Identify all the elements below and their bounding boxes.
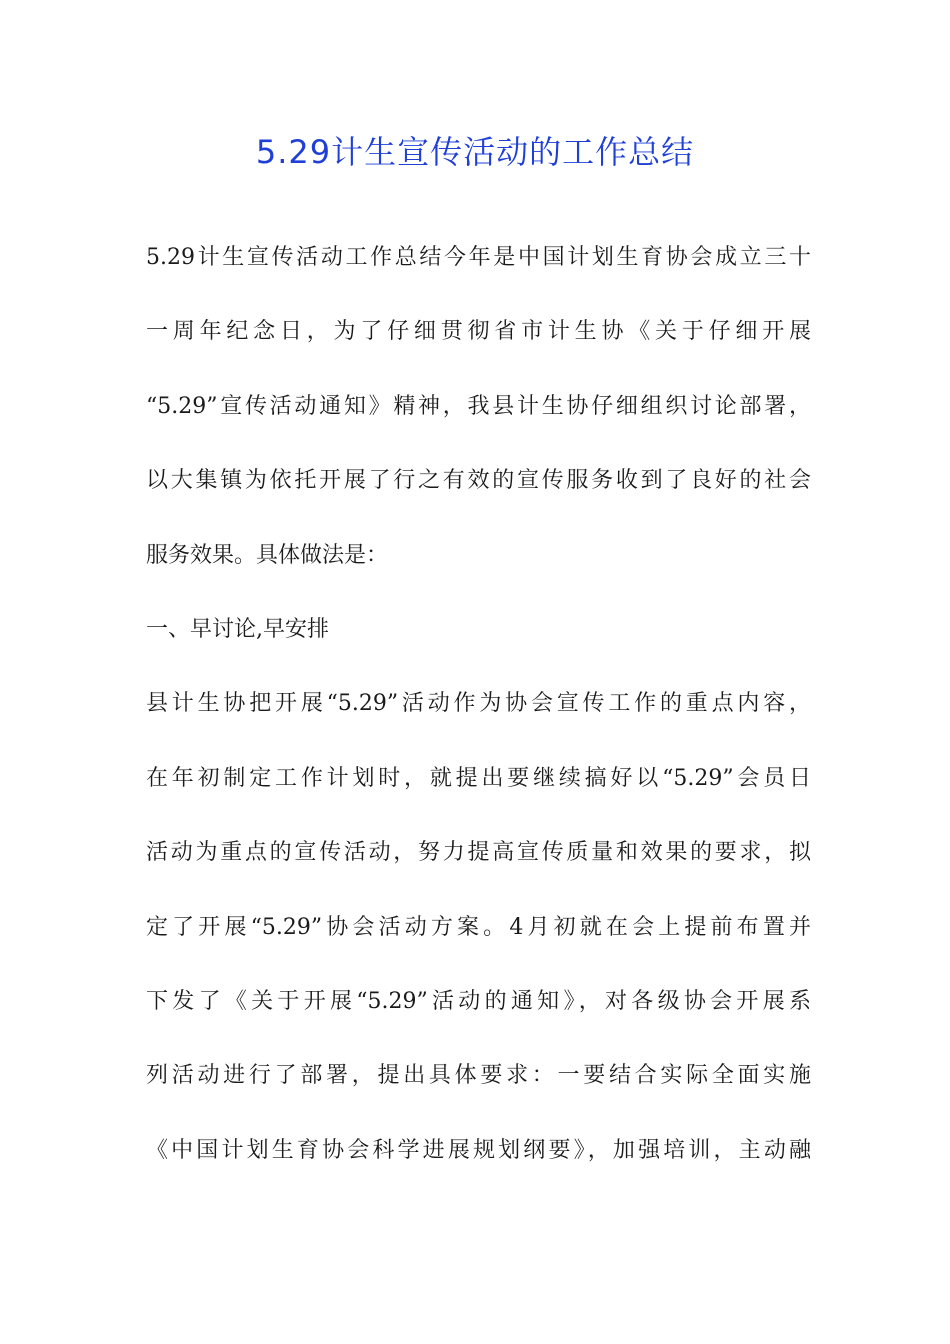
body-line: 一周年纪念日，为了仔细贯彻省市计生协《关于仔细开展 bbox=[146, 319, 811, 345]
body-line: 《中国计划生育协会科学进展规划纲要》，加强培训，主动融 bbox=[146, 1137, 811, 1163]
body-line: 定了开展“5.29”协会活动方案。4月初就在会上提前布置并 bbox=[146, 914, 811, 940]
body-line: 以大集镇为依托开展了行之有效的宣传服务收到了良好的社会 bbox=[146, 468, 811, 494]
body-line: 列活动进行了部署，提出具体要求：一要结合实际全面实施 bbox=[146, 1063, 811, 1089]
body-line: 县计生协把开展“5.29”活动作为协会宣传工作的重点内容， bbox=[146, 691, 811, 717]
section-heading: 一、早讨论,早安排 bbox=[146, 616, 329, 642]
body-line: 5.29计生宣传活动工作总结今年是中国计划生育协会成立三十 bbox=[146, 245, 811, 270]
body-line: 在年初制定工作计划时，就提出要继续搞好以“5.29”会员日 bbox=[146, 765, 811, 791]
document-body bbox=[146, 232, 811, 1199]
body-line: 下发了《关于开展“5.29”活动的通知》，对各级协会开展系 bbox=[146, 988, 811, 1014]
body-line: 服务效果。具体做法是： bbox=[146, 542, 389, 568]
body-line: 活动为重点的宣传活动，努力提高宣传质量和效果的要求，拟 bbox=[146, 840, 811, 866]
document-title: 5.29计生宣传活动的工作总结 bbox=[255, 133, 695, 171]
body-line: “5.29”宣传活动通知》精神，我县计生协仔细组织讨论部署， bbox=[146, 393, 811, 419]
